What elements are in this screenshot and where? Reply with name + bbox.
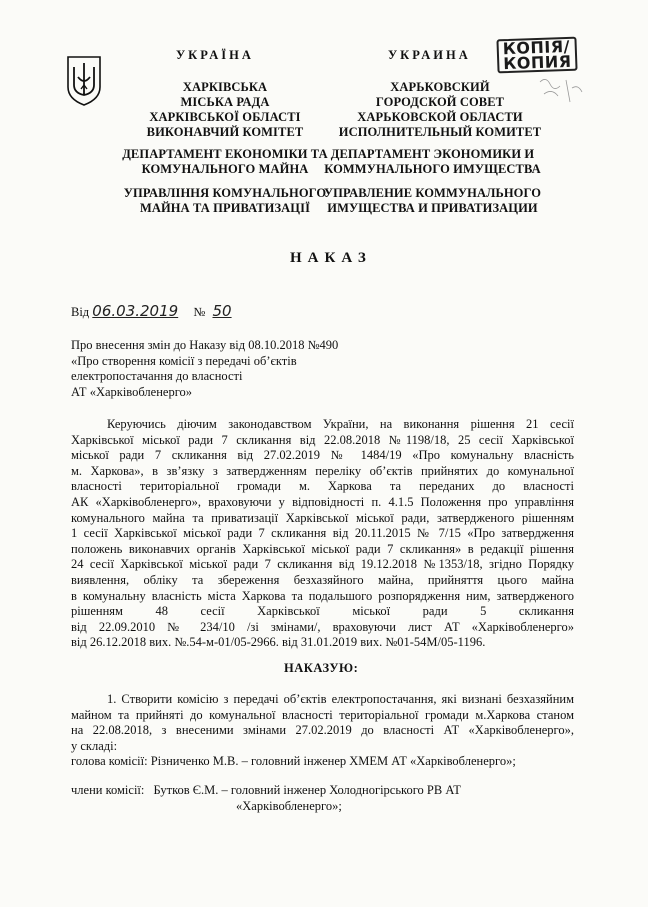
coat-of-arms-icon — [66, 55, 102, 107]
document-subject: Про внесення змін до Наказу від 08.10.2018 №490 «Про створення комісії з передачі об’єктів електропостачання до власності АТ «Харківобленерго» — [71, 338, 339, 399]
handwritten-number: 50 — [212, 302, 232, 320]
order-item-1: 1. Створити комісію з передачі об’єктів електропостачання, які визнані безхазяйним майном та прийняті до комунальної власності територіальної громади м.Харкова станом на 22.08.2018, з внесеними змінами 27.02.2019 до власності АТ «Харківобленерго», у складі: голова комісії: Різниченко М.В. – головний інженер ХМЕМ АТ «Харківобленерго»; — [71, 692, 574, 769]
left-org: ХАРКІВСЬКА МІСЬКА РАДА ХАРКІВСЬКОЇ ОБЛАСТІ ВИКОНАВЧИЙ КОМІТЕТ — [146, 80, 304, 139]
commission-members: члени комісії: Бутков Є.М. – головний інженер Холодногірського РВ АТ — [71, 783, 461, 797]
right-country: УКРАИНА — [388, 48, 471, 62]
member-1-org: «Харківобленерго»; — [236, 799, 342, 813]
left-department: ДЕПАРТАМЕНТ ЕКОНОМІКИ ТА КОМУНАЛЬНОГО МАЙНА — [122, 147, 328, 176]
left-country: УКРАЇНА — [176, 48, 254, 62]
order-heading: НАКАЗУЮ: — [284, 661, 359, 675]
right-department: ДЕПАРТАМЕНТ ЭКОНОМИКИ И КОММУНАЛЬНОГО ИМУЩЕСТВА — [324, 147, 541, 176]
right-administration: УПРАВЛЕНИЕ КОММУНАЛЬНОГО ИМУЩЕСТВА И ПРИВАТИЗАЦИИ — [323, 186, 542, 215]
document-title: НАКАЗ — [290, 250, 372, 266]
copy-stamp: КОПІЯ/ КОПИЯ — [496, 37, 577, 74]
handwritten-date: 06.03.2019 — [92, 302, 179, 320]
body-paragraph: Керуючись діючим законодавством України, на виконання рішення 21 сесії Харківської міської ради 7 скликання від 22.08.2018 №1198/18, 25 сесії Харківської міської ради 7 скликання від 27.02.2019 № 1484/19 «Про комунальну власність м. Харкова», в зв’язку з затвердженням переліку об’єктів прийнятих до комунальної власності територіальної громади м. Харкова та переданих до власності АК «Харківобленерго», враховуючи у відповідності п. 4.1.5 Положення про управління комунального майна та приватизації Харківської міської ради, затвердженого рішенням 1 сесії Харківської міської ради 7 скликання від 20.11.2015 № 7/15 «Про затвердження положень виконавчих органів Харківської міської ради 7 скликання» в редакції рішення 24 сесії Харківської міської ради 7 скликання від 19.12.2018 №1353/18, згідно Порядку виявлення, обліку та збереження безхазяйного майна, прийняття цього майна в комунальну власність міста Харкова та подальшого розпорядження ним, затвердженого рішенням 48 сесії Харківської міської ради 5 скликання від 22.09.2010 № 234/10 /зі змінами/, враховуючи лист АТ «Харківобленерго» від 26.12.2018 вих. №.54-м-01/05-2966. від 31.01.2019 вих. №01-54М/05-1196. — [71, 417, 574, 650]
right-org: ХАРЬКОВСКИЙ ГОРОДСКОЙ СОВЕТ ХАРЬКОВСКОЙ ОБЛАСТИ ИСПОЛНИТЕЛЬНЫЙ КОМИТЕТ — [338, 80, 542, 139]
stamp-scribble-icon — [536, 74, 586, 108]
date-line: Від 06.03.2019 № 50 — [71, 302, 252, 320]
commission-chair: голова комісії: Різниченко М.В. – головний інженер ХМЕМ АТ «Харківобленерго»; — [71, 754, 516, 769]
left-administration: УПРАВЛІННЯ КОМУНАЛЬНОГО МАЙНА ТА ПРИВАТИЗАЦІЇ — [123, 186, 327, 215]
